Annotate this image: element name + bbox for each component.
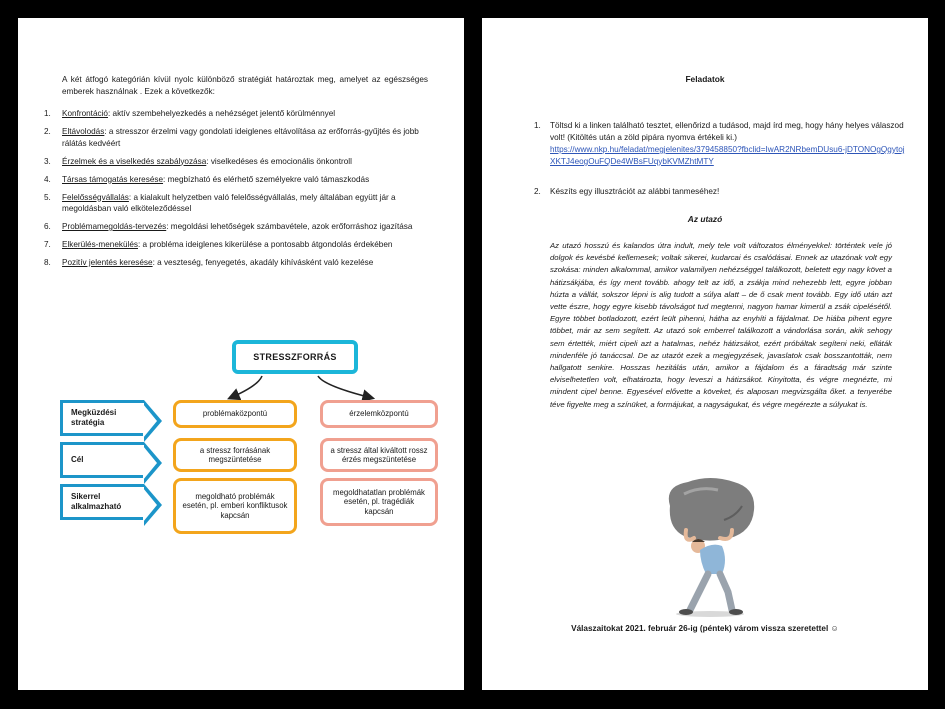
- list-item: 3. Érzelmek és a viselkedés szabályozása: viselkedéses és emocionális önkontroll: [44, 156, 352, 166]
- closing-note: Válaszaitokat 2021. február 26-ig (péntek) várom vissza szeretettel ☺: [571, 624, 839, 633]
- left-document-page: [18, 18, 464, 690]
- row-label-goal: Cél: [60, 442, 144, 478]
- quiz-link[interactable]: https://www.nkp.hu/feladat/megjelenites/379458850?fbclid=IwAR2NRbemDUsu6-jDTONOgQgytojXKTJ4eogOuFQDe4WBsFUqybKVMZhtMTY: [550, 145, 905, 166]
- list-item: 7. Elkerülés-menekülés: a probléma ideiglenes kikerülése a pontosabb átgondolás érdekében: [44, 240, 393, 249]
- list-item: 8. Pozitív jelentés keresése: a veszteség, fenyegetés, akadály kihívásként való kezelése: [44, 258, 374, 267]
- task-1-text: Töltsd ki a linken található tesztet, ellenőrizd a tudásod, majd írd meg, hogy hány helyes válaszod volt! (Kitöltés után a zöld pipára nyomva értékeli ki.): [550, 121, 904, 142]
- list-item: 4. Társas támogatás keresése: megbízható és elérhető személyekre való támaszkodás: [44, 174, 370, 184]
- task-2-text: Készíts egy illusztrációt az alábbi tanmeséhez!: [550, 187, 720, 196]
- problem-focused-cell: problémaközpontú: [173, 400, 297, 428]
- list-item: 2. Eltávolodás: a stresszor érzelmi vagy gondolati ideiglenes eltávolítása az erőforrás-gyűjtés és jobb rálátás kedvéért: [44, 127, 419, 148]
- problem-goal-cell: a stressz forrásának megszüntetése: [173, 438, 297, 472]
- intro-paragraph: A két átfogó kategórián kívül nyolc különböző stratégiát határoztak meg, amelyet az egészséges emberek használnak . Ezek a következők:: [62, 75, 428, 96]
- story-text: Az utazó hosszú és kalandos útra indult, mely tele volt változatos élményekkel: történtek vele jó dolgok és kevésbé kellemesek; voltak sikerei, kudarcai és csalódásai. Ennek az utazónak volt egy szokása: minden alkalommal, amikor valamilyen nehézséggel találkozott, beletett egy nagy követ a hátizsákjába, és így ment tovább. ahogy telt az idő, a zsákja mind nehezebb lett, egyre jobban húzta a vállát, sokszor lépni is alig tudott a súlya alatt – de ő csak ment tovább. Egy idő után azt vette észre, hogy egyre kisebb távolságot tud megtenni, nagyon hamar kimerül a zsák cipelésétől. Egyre többet botladozott, ezért leült pihenni, hátha az enyhíti a fájdalmat. De hiába pihent egyre többet, már az sem segített. Az utazó sok emberrel találkozott a vándorlása során, akik sehogy sem értették, miért cipeli azt a hatalmas, nehéz hátizsákot, ezért próbáltak segíteni neki, elláták mindenféle jó tanáccsal. De az utazót ezek a megjegyzések, javaslatok csak bosszantották, nem hallgatott senkire. Hosszas hezitálás után, amikor a fájdalom és a fáradtság már szinte elviselhetetlen volt, elhatározta, hogy leveszi a hátizsákot. Kinyitotta, és végre megnézte, mi mindent cipel benne. Egyesével elővette a köveket, és alaposan megvizsgálta őket. a tenyerébe téve figyelte meg a színüket, a formájukat, a nagyságukat, és végre megérezte a súlyukat is.: [550, 241, 892, 409]
- page-title: Feladatok: [685, 74, 725, 84]
- problem-applicable-cell: megoldható problémák esetén, pl. emberi konfliktusok kapcsán: [173, 478, 297, 534]
- right-document-page: [482, 18, 928, 690]
- emotion-applicable-cell: megoldhatatlan problémák esetén, pl. tragédiák kapcsán: [320, 478, 438, 526]
- row-label-strategy: Megküzdési stratégia: [60, 400, 144, 436]
- man-carrying-boulder-illustration: [650, 476, 770, 618]
- task-1: 1. Töltsd ki a linken található tesztet, ellenőrizd a tudásod, majd írd meg, hogy hány helyes válaszod volt! (Kitöltés után a zöld pipára nyomva értékeli ki.) https://www.nkp.hu/feladat/megjelenites/379458850?fbclid=IwAR2NRbemDUsu6-jDTONOgQgytojXKTJ4eogOuFQDe4WBsFUqybKVMZhtMTY: [534, 121, 905, 166]
- stress-source-box: STRESSZFORRÁS: [232, 340, 358, 374]
- list-item: 1. Konfrontáció: aktív szembehelyezkedés a nehézséget jelentő körülménnyel: [44, 109, 336, 118]
- emotion-focused-cell: érzelemközpontú: [320, 400, 438, 428]
- coping-diagram: [18, 338, 464, 548]
- emotion-goal-cell: a stressz által kiváltott rossz érzés megszüntetése: [320, 438, 438, 472]
- list-item: 5. Felelősségvállalás: a kialakult helyzetben való felelősségvállalás, mely általában együtt jár a megoldásban való elköteleződéssel: [44, 192, 396, 213]
- strategy-list: [44, 108, 430, 275]
- row-label-applicable: Sikerrel alkalmazható: [60, 484, 144, 520]
- list-item: 6. Problémamegoldás-tervezés: megoldási lehetőségek számbavétele, azok erőforráshoz igazítása: [44, 222, 413, 231]
- task-2: 2. Készíts egy illusztrációt az alábbi tanmeséhez!: [534, 186, 906, 198]
- story-title: Az utazó: [687, 214, 723, 224]
